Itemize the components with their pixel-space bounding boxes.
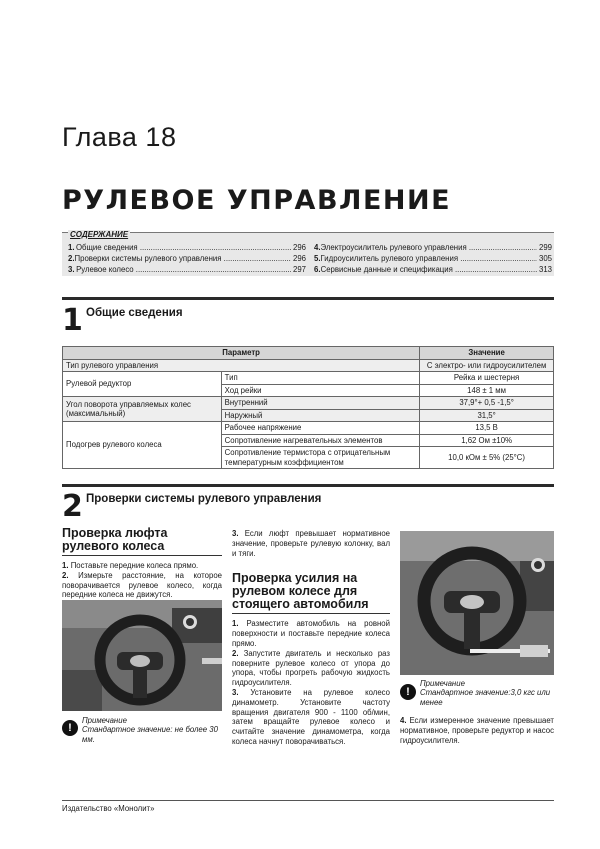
section-number: 2 [62,489,83,524]
section-title: Проверки системы рулевого управления [86,493,322,505]
toc-item[interactable]: 5. Гидроусилитель рулевого управления ..... 305 [314,253,552,264]
section-number: 1 [62,303,83,338]
step-list [62,561,222,600]
steering-free-play-photo [62,600,222,711]
note-text: Стандартное значение: не более 30 мм. [82,725,218,744]
table-row: Ход рейки 148 ± 1 мм [63,384,554,397]
subsection-heading: Проверка люфта рулевого колеса [62,526,168,553]
note-title: Примечание [420,679,465,688]
subsection-heading: Проверка усилия на рулевом колесе для стоящего автомобиля [232,571,369,612]
toc-item[interactable]: 3. Рулевое колесо ..... 297 [68,264,306,275]
table-row: Сопротивление нагревательных элементов 1,62 Ом ±10% [63,434,554,447]
column-header-parameter: Параметр [63,347,420,360]
publisher-footer: Издательство «Монолит» [62,804,155,813]
step-list [232,619,390,746]
column-header-value: Значение [420,347,554,360]
toc-item[interactable]: 2. Проверки системы рулевого управления ..... 296 [68,253,306,264]
steering-wheel-illustration [62,600,222,711]
note-icon: ! [400,684,416,700]
dynamometer-photo [400,531,554,675]
toc-right-column [314,242,552,275]
table-row: Тип рулевого управления С электро- или гидроусилителем [63,359,554,372]
section-divider [62,297,554,300]
toc-left-column [68,242,306,275]
list-item: 2. Запустите двигатель и несколько раз поверните рулевое колесо от упора до упора, чтобы прогреть рабочую жидкость гидроусилителя. [232,648,390,688]
table-of-contents [62,232,554,276]
list-item: 2. Измерьте расстояние, на которое поворачивается рулевое колесо, когда передние колеса не движутся. [62,570,222,600]
table-row: Рулевой редуктор Тип Рейка и шестерня [63,372,554,385]
list-item: 4. Если измеренное значение превышает нормативное, проверьте редуктор и насос гидроусилителя. [400,716,554,745]
list-item: 1. Поставьте передние колеса прямо. [62,561,199,570]
section-divider [62,484,554,487]
toc-item[interactable]: 1. Общие сведения ..... 296 [68,242,306,253]
table-row: Сопротивление термистора с отрицательным температурным коэффициентом 10,0 кОм ± 5% (25°C) [63,447,554,469]
toc-item[interactable]: 6. Сервисные данные и спецификация ..... 313 [314,264,552,275]
table-row: Наружный 31,5° [63,409,554,422]
note-title: Примечание [82,716,127,725]
free-play-check [62,527,222,600]
list-item: 3. Если люфт превышает нормативное значение, проверьте рулевую колонку, вал и тяги. [232,529,390,558]
table-row: Подогрев рулевого колеса Рабочее напряжение 13,5 В [63,422,554,435]
contents-label: СОДЕРЖАНИЕ [70,230,129,239]
page-title: РУЛЕВОЕ УПРАВЛЕНИЕ [62,185,452,216]
steering-dynamometer-illustration [400,531,554,675]
table-row: Угол поворота управляемых колес (максимальный) Внутренний 37,9°+ 0,5 -1,5° [63,397,554,410]
chapter-label: Глава 18 [62,122,177,152]
footer-divider [62,800,554,801]
parameters-table [62,346,554,469]
list-item: 3. Установите на рулевое колесо динамометр. Установите частоту вращения двигателя 900 - 1100 об/мин, затем вращайте рулевое колесо и считайте значение динамометра, когда колеса начнут поворачиваться. [232,687,390,746]
section-title: Общие сведения [86,307,183,319]
table-header-row [63,347,554,360]
steering-effort-check [232,529,390,747]
toc-item[interactable]: 4. Электроусилитель рулевого управления ..... 299 [314,242,552,253]
heading-underline [62,555,222,556]
heading-underline [232,613,390,614]
list-item: 1. Разместите автомобиль на ровной поверхности и поставьте передние колеса прямо. [232,619,390,648]
note [82,716,222,744]
note-icon: ! [62,720,78,736]
note [420,679,554,707]
note-text: Стандартное значение:3,0 кгс или менее [420,688,551,707]
